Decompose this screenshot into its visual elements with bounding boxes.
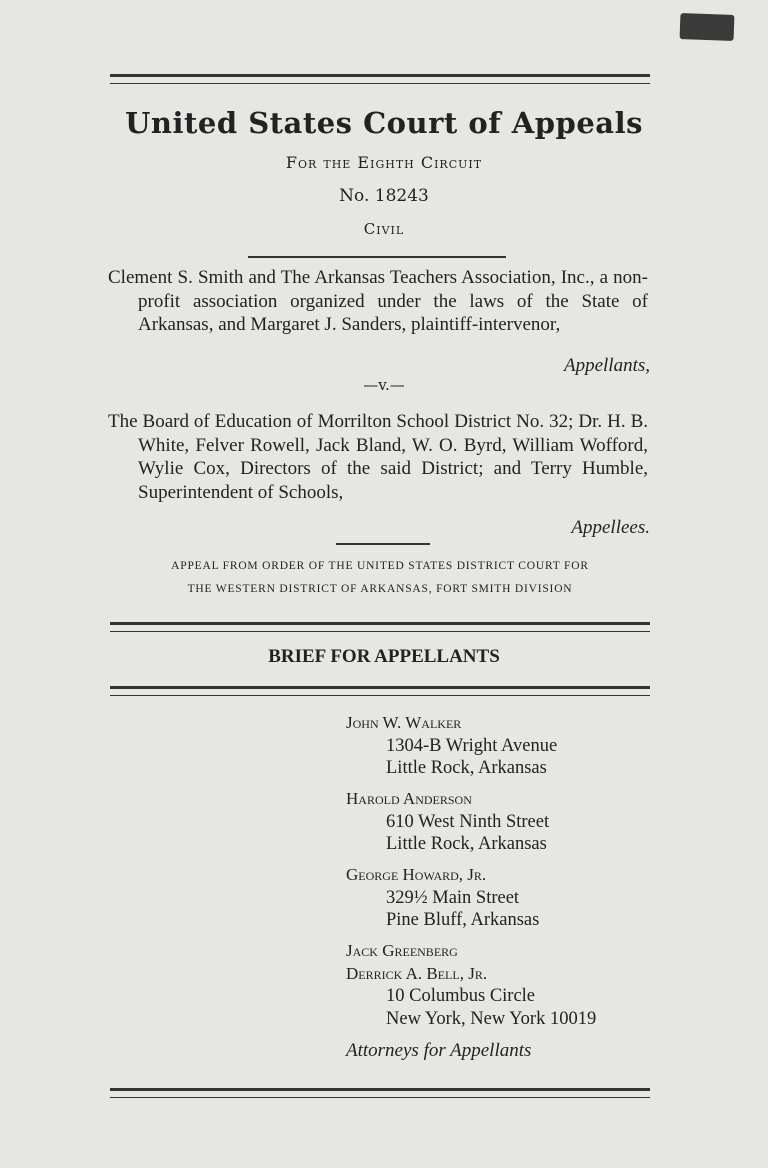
appellants-role: Appellants, [563, 355, 650, 376]
court-title: United States Court of Appeals [125, 106, 643, 140]
attorney-address-line: Little Rock, Arkansas [386, 834, 547, 854]
short-rule [336, 543, 430, 545]
attorney-address-line: 1304-B Wright Avenue [386, 735, 558, 756]
top-double-rule [110, 74, 650, 84]
brief-bottom-rule [110, 686, 650, 696]
brief-title: BRIEF FOR APPELLANTS [268, 646, 500, 667]
appeal-line [100, 555, 660, 601]
attorney-block-ny [346, 940, 666, 1030]
attorney-block [346, 864, 666, 932]
attorney-address-line: New York, New York 10019 [386, 1008, 597, 1029]
appeal-line-2: THE WESTERN DISTRICT OF ARKANSAS, FORT SMITH DIVISION [187, 583, 573, 595]
circuit-line: For the Eighth Circuit [285, 153, 483, 172]
attorney-address-line: 610 West Ninth Street [386, 811, 550, 832]
attorney-name: Derrick A. Bell, Jr. [346, 963, 488, 983]
docket-number: No. 18243 [339, 186, 429, 206]
caption-rule [248, 256, 506, 258]
appellants-caption: Clement S. Smith and The Arkansas Teachers Association, Inc., a non-profit association organized under the laws of the State of Arkansas, and Margaret J. Sanders, plaintiff-intervenor, [108, 267, 648, 335]
attorney-block [346, 712, 666, 780]
appellees-role: Appellees. [571, 517, 650, 538]
brief-top-rule [110, 622, 650, 632]
attorney-name: Harold Anderson [346, 789, 472, 808]
attorney-address-line: 329½ Main Street [386, 887, 520, 908]
page-tab-mark [680, 13, 735, 41]
case-type: Civil [363, 220, 405, 238]
bottom-double-rule [110, 1088, 650, 1098]
attorneys-for-label: Attorneys for Appellants [346, 1040, 532, 1061]
appeal-line-1: APPEAL FROM ORDER OF THE UNITED STATES DISTRICT COURT FOR [171, 560, 589, 572]
attorney-address-line: Little Rock, Arkansas [386, 758, 547, 778]
attorney-name: Jack Greenberg [346, 941, 458, 960]
attorney-name: John W. Walker [346, 713, 462, 732]
appellees-caption: The Board of Education of Morrilton School District No. 32; Dr. H. B. White, Felver Rowell, Jack Bland, W. O. Byrd, William Wofford, Wylie Cox, Directors of the said District; and Terry Humble, Superintendent of Schools, [108, 411, 648, 503]
attorney-address-line: Pine Bluff, Arkansas [386, 910, 540, 930]
versus: —v.— [363, 376, 405, 394]
attorney-address-line: 10 Columbus Circle [386, 986, 536, 1006]
attorney-name: George Howard, Jr. [346, 865, 487, 884]
attorney-block [346, 788, 666, 856]
